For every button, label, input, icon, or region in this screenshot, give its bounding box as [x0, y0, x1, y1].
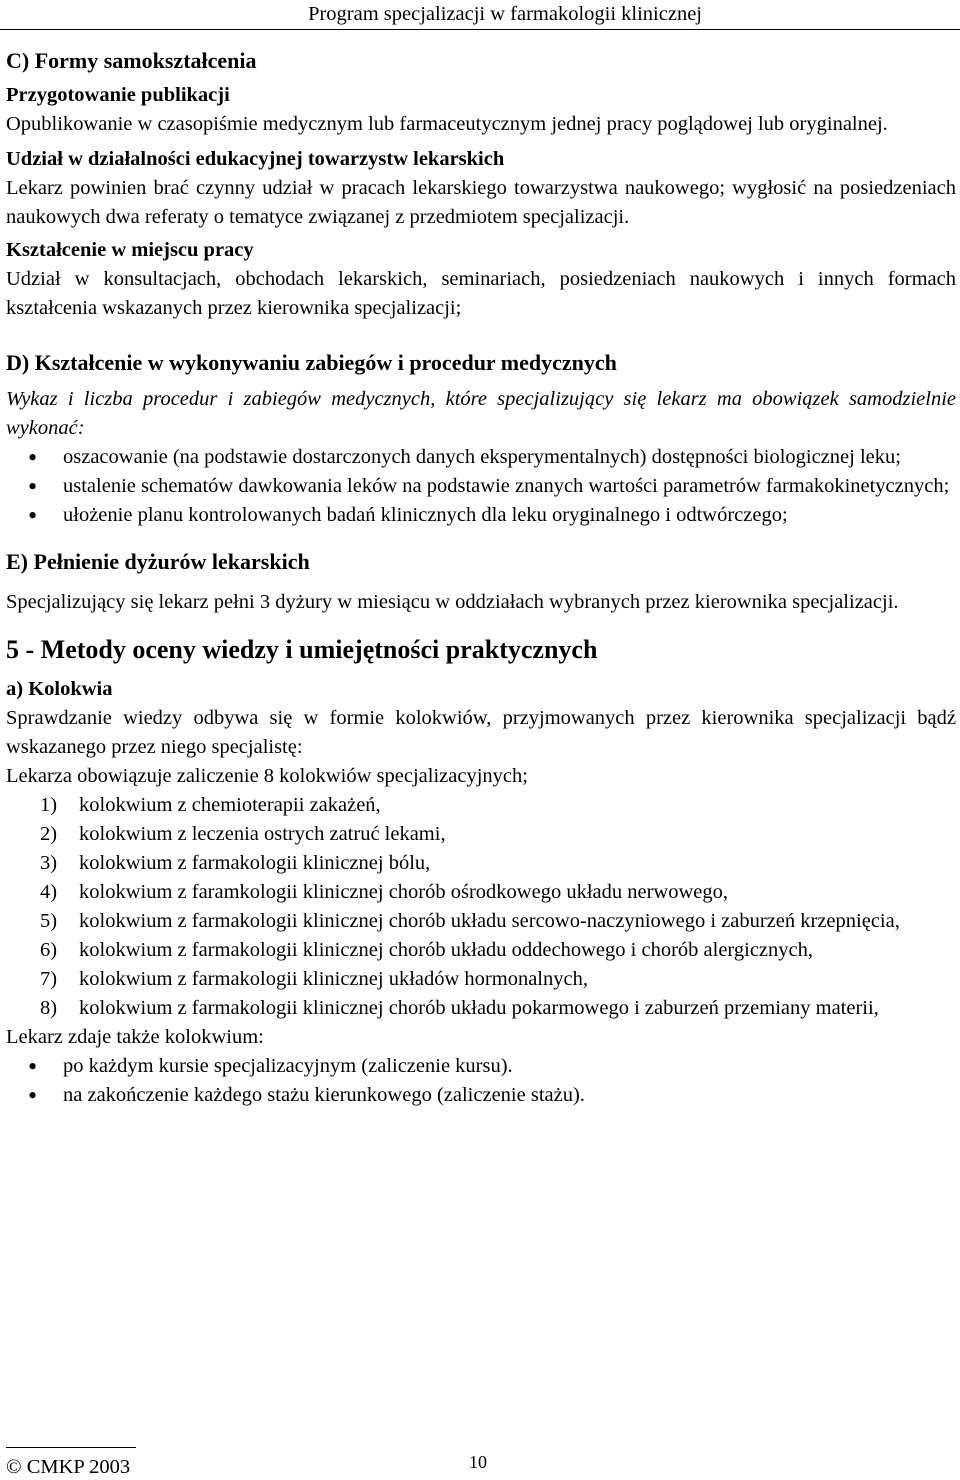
- item-text: kolokwium z farmakologii klinicznej bólu,: [79, 852, 431, 874]
- also-item: • po każdym kursie specjalizacyjnym (zaliczenie kursu).: [6, 1052, 956, 1081]
- kolokwium-item: [6, 907, 956, 936]
- kolokwium-item: [6, 965, 956, 994]
- running-header: Program specjalizacji w farmakologii klinicznej: [308, 3, 702, 25]
- towarzystwa-heading: Udział w działalności edukacyjnej towarzystw lekarskich: [6, 148, 505, 170]
- procedure-item: • ułożenie planu kontrolowanych badań klinicznych dla leku oryginalnego i odtwórczego;: [6, 501, 956, 530]
- kolokwia-heading: a) Kolokwia: [6, 678, 113, 700]
- kolokwium-item: [6, 994, 956, 1023]
- item-number: 1): [40, 794, 58, 816]
- item-text: kolokwium z farmakologii klinicznej chorób układu oddechowego i chorób alergicznych,: [79, 939, 813, 961]
- also-item: • na zakończenie każdego stażu kierunkowego (zaliczenie stażu).: [6, 1081, 956, 1110]
- section-c-title: C) Formy samokształcenia: [6, 48, 257, 73]
- item-text: kolokwium z faramkologii klinicznej chorób ośrodkowego układu nerwowego,: [79, 881, 729, 903]
- section-d-title: D) Kształcenie w wykonywaniu zabiegów i procedur medycznych: [6, 350, 617, 375]
- kolokwium-item: [6, 820, 956, 849]
- item-number: 8): [40, 997, 58, 1019]
- procedures-list: [6, 443, 956, 530]
- kolokwia-text: Sprawdzanie wiedzy odbywa się w formie kolokwiów, przyjmowanych przez kierownika specjalizacji bądź wskazanego przez niego specjalistę:: [6, 707, 956, 758]
- towarzystwa-text: Lekarz powinien brać czynny udział w pracach lekarskiego towarzystwa naukowego; wygłosić na posiedzeniach naukowych dwa referaty o tematyce związanej z przedmiotem specjalizacji.: [6, 177, 956, 228]
- footer-copyright: © CMKP 2003: [6, 1456, 131, 1478]
- kolokwium-item: [6, 791, 956, 820]
- item-text: kolokwium z farmakologii klinicznej układów hormonalnych,: [79, 968, 588, 990]
- kolokwia-list: [6, 791, 956, 1023]
- item-number: 4): [40, 881, 58, 903]
- procedures-intro: Wykaz i liczba procedur i zabiegów medycznych, które specjalizujący się lekarz ma obowiązek samodzielnie wykonać:: [6, 388, 956, 439]
- item-number: 2): [40, 823, 58, 845]
- procedure-item: • ustalenie schematów dawkowania leków na podstawie znanych wartości parametrów farmakokinetycznych;: [6, 472, 956, 501]
- miejsce-pracy-heading: Kształcenie w miejscu pracy: [6, 239, 254, 261]
- section-e-title: E) Pełnienie dyżurów lekarskich: [6, 549, 310, 574]
- also-label: Lekarz zdaje także kolokwium:: [6, 1026, 264, 1048]
- publikacje-heading: Przygotowanie publikacji: [6, 84, 230, 106]
- chapter-5-title: 5 - Metody oceny wiedzy i umiejętności praktycznych: [6, 635, 598, 664]
- miejsce-pracy-text: Udział w konsultacjach, obchodach lekarskich, seminariach, posiedzeniach naukowych i innych formach kształcenia wskazanych przez kierownika specjalizacji;: [6, 268, 956, 319]
- page-number: 10: [469, 1452, 487, 1472]
- dyzury-text: Specjalizujący się lekarz pełni 3 dyżury w miesiącu w oddziałach wybranych przez kierownika specjalizacji.: [6, 591, 899, 613]
- item-number: 6): [40, 939, 58, 961]
- kolokwia-requirement: Lekarza obowiązuje zaliczenie 8 kolokwiów specjalizacyjnych;: [6, 765, 528, 787]
- kolokwium-item: [6, 849, 956, 878]
- item-number: 5): [40, 910, 58, 932]
- header-rule: [0, 29, 960, 30]
- item-text: kolokwium z farmakologii klinicznej chorób układu pokarmowego i zaburzeń przemiany materii,: [79, 997, 879, 1019]
- publikacje-text: Opublikowanie w czasopiśmie medycznym lub farmaceutycznym jednej pracy poglądowej lub oryginalnej.: [6, 113, 888, 135]
- page-content: [6, 45, 956, 1110]
- kolokwium-item: [6, 878, 956, 907]
- procedure-item: • oszacowanie (na podstawie dostarczonych danych eksperymentalnych) dostępności biologicznej leku;: [6, 443, 956, 472]
- item-number: 7): [40, 968, 58, 990]
- item-text: kolokwium z farmakologii klinicznej chorób układu sercowo-naczyniowego i zaburzeń krzepnięcia,: [79, 910, 900, 932]
- also-list: [6, 1052, 956, 1110]
- item-text: kolokwium z chemioterapii zakażeń,: [79, 794, 381, 816]
- kolokwium-item: [6, 936, 956, 965]
- item-text: kolokwium z leczenia ostrych zatruć lekami,: [79, 823, 446, 845]
- footer-rule: [6, 1447, 136, 1448]
- item-number: 3): [40, 852, 58, 874]
